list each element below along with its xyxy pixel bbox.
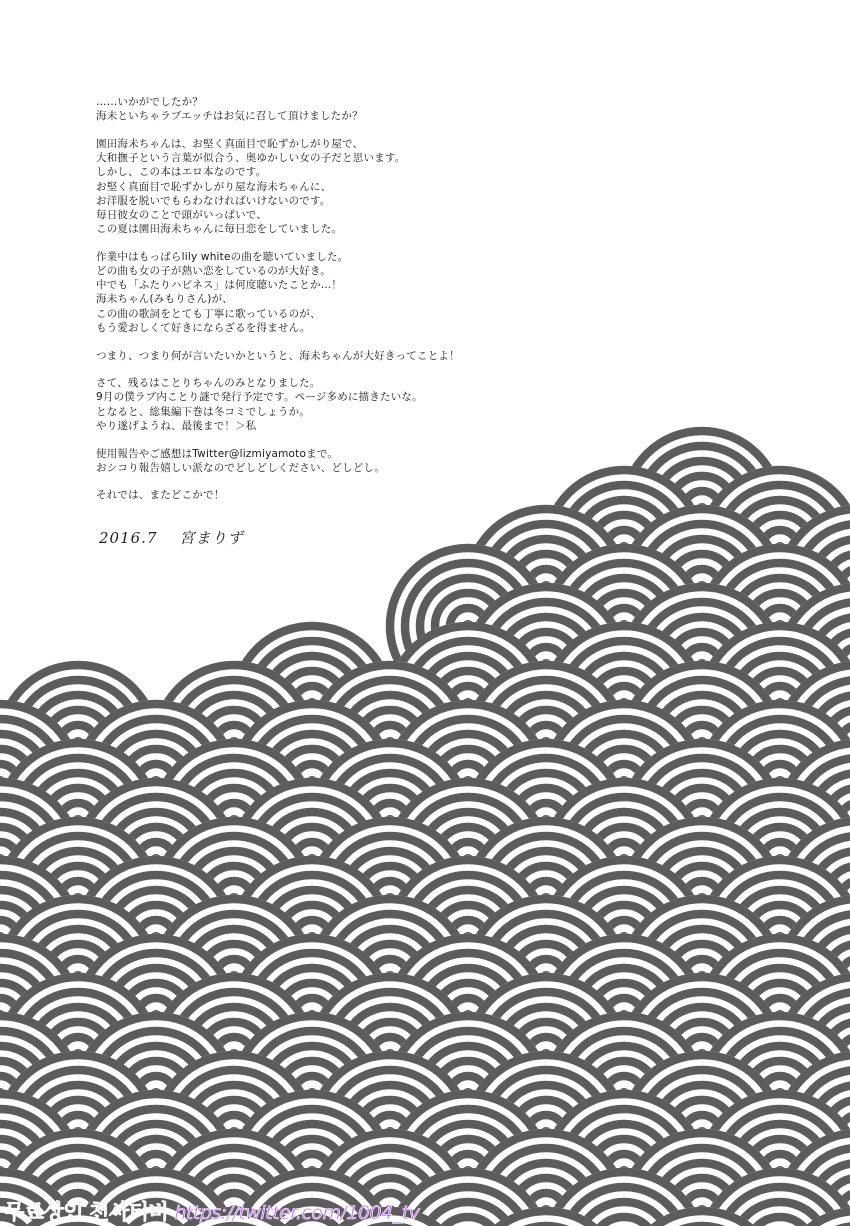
text-line: 9月の僕ラブ内ことり謎で発行予定です。ページ多めに描きたいな。	[96, 391, 423, 404]
paragraph-6	[96, 447, 616, 475]
text-line: 園田海未ちゃんは、お堅く真面目で恥ずかしがり屋で、	[96, 137, 364, 150]
text-line: さて、残るはことりちゃんのみとなりました。	[96, 377, 321, 390]
text-line: しかし、この本はエロ本なのです。	[96, 166, 267, 179]
text-line: ……いかがでしたか？	[96, 96, 203, 108]
paragraph-2	[96, 137, 616, 236]
text-line: 毎日彼女のことで頭がいっぱいで、	[96, 208, 267, 221]
watermark-url: https://twitter.com/1004_tv	[174, 1202, 420, 1224]
paragraph-3	[96, 250, 616, 335]
text-line: 大和撫子という言葉が似合う、奥ゆかしい女の子だと思います。	[96, 152, 406, 165]
text-line: 作業中はもっぱらlily whiteの曲を聴いていました。	[96, 250, 349, 263]
afterword-text	[96, 95, 616, 516]
text-line: お洋服を脱いでもらわなければいけないのです。	[96, 194, 331, 207]
paragraph-4	[96, 349, 616, 363]
text-line: つまり、つまり何が言いたいかというと、海未ちゃんが大好きってことよ！	[96, 349, 460, 362]
paragraph-7	[96, 488, 616, 502]
text-line: 海未ちゃん(みもりさん)が、	[96, 293, 233, 306]
watermark	[4, 1196, 419, 1222]
text-line: それでは、またどこかで！	[96, 489, 225, 502]
text-line: どの曲も女の子が熱い恋をしているのが大好き。	[96, 265, 331, 278]
paragraph-1	[96, 95, 616, 123]
text-line: この夏は園田海未ちゃんに毎日恋をしていました。	[96, 223, 343, 236]
text-line: お堅く真面目で恥ずかしがり屋な海未ちゃんに、	[96, 180, 332, 193]
signature-date: 2016.7	[99, 529, 158, 547]
watermark-text-1: 무료상인	[4, 1200, 84, 1224]
text-line: 中でも「ふたりハピネス」は何度聴いたことか…！	[96, 279, 343, 292]
paragraph-5	[96, 376, 616, 433]
signature-name: 宮まりず	[179, 529, 244, 547]
text-line: この曲の歌詞をとても丁寧に歌っているのが、	[96, 307, 321, 320]
text-line: 海未といちゃラブエッチはお気に召して頂けましたか？	[96, 110, 363, 123]
text-line: やり遂げようね、最後まで！＞私	[96, 419, 257, 432]
watermark-text-2: 천사티비	[89, 1200, 169, 1224]
text-line: おシコり報告嬉しい派なのでどしどしください、どしどし。	[96, 461, 385, 474]
text-line: となると、総集編下巻は冬コミでしょうか。	[96, 405, 310, 418]
signature	[99, 527, 244, 548]
text-line: もう愛おしくて好きにならざるを得ません。	[96, 321, 311, 334]
text-line: 使用報告やご感想はTwitter@lizmiyamotoまで。	[96, 447, 339, 460]
